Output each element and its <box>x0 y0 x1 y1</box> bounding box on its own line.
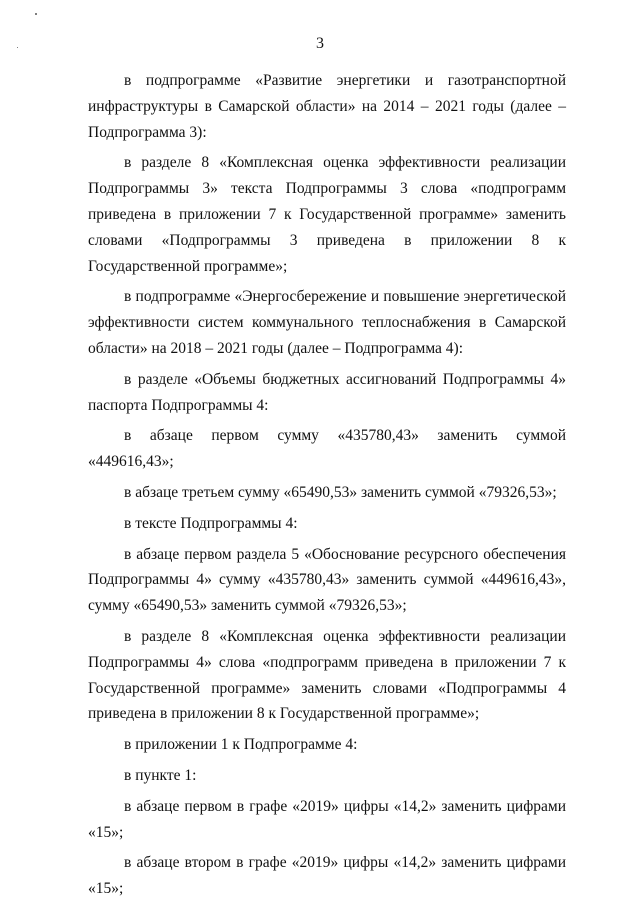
document-body <box>88 68 566 905</box>
paragraph-first-clause-2019: в абзаце первом в графе «2019» цифры «14,2» заменить цифрами «15»; <box>88 797 566 841</box>
paragraph-item-1: в пункте 1: <box>124 766 197 784</box>
paragraph-text-subprogram-4: в тексте Подпрограммы 4: <box>124 514 298 532</box>
paragraph-subprogram-3-section-8: в разделе 8 «Комплексная оценка эффективности реализации Подпрограммы 3» текста Подпрограммы 3 слова «подпрограмм приведена в приложении 7 к Государственной программе» заменить словами «Подпрограммы 3 приведена в приложении 8 к Государственной программе»; <box>88 154 566 275</box>
paragraph-section-5: в абзаце первом раздела 5 «Обоснование ресурсного обеспечения Подпрограммы 4» сумму «435780,43» заменить суммой «449616,43», сумму «65490,53» заменить суммой «79326,53»; <box>88 545 566 615</box>
page-number: 3 <box>316 35 324 52</box>
paragraph-second-clause-2019: в абзаце втором в графе «2019» цифры «14,2» заменить цифрами «15»; <box>88 854 566 898</box>
paragraph-subprogram-3-intro: в подпрограмме «Развитие энергетики и газотранспортной инфраструктуры в Самарской области» на 2014 – 2021 годы (далее – Подпрограмма 3): <box>88 72 566 141</box>
paragraph-subprogram-4-intro: в подпрограмме «Энергосбережение и повышение энергетической эффективности систем коммунального теплоснабжения в Самарской области» на 2018 – 2021 годы (далее – Подпрограмма 4): <box>88 288 566 357</box>
paragraph-third-clause: в абзаце третьем сумму «65490,53» заменить суммой «79326,53»; <box>124 483 557 501</box>
paragraph-subprogram-4-passport: в разделе «Объемы бюджетных ассигнований Подпрограммы 4» паспорта Подпрограммы 4: <box>88 370 566 414</box>
scan-speck <box>35 13 37 15</box>
paragraph-first-clause: в абзаце первом сумму «435780,43» заменить суммой «449616,43»; <box>88 427 566 471</box>
paragraph-subprogram-4-section-8: в разделе 8 «Комплексная оценка эффективности реализации Подпрограммы 4» слова «подпрограмм приведена в приложении 7 к Государственной программе» заменить словами «Подпрограммы 4 приведена в приложении 8 к Государственной программе»; <box>88 627 566 723</box>
paragraph-appendix-1: в приложении 1 к Подпрограмме 4: <box>124 736 358 754</box>
